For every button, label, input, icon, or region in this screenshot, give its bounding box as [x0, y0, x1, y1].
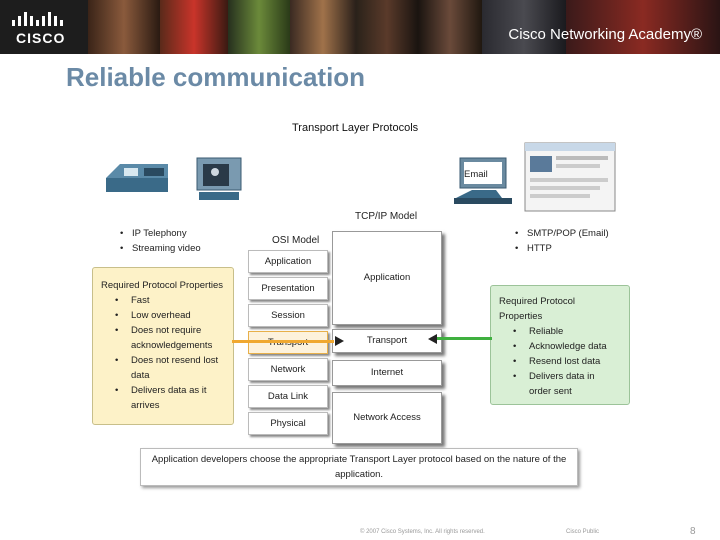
page-number: 8: [690, 526, 696, 537]
list-item: • HTTP: [513, 242, 609, 257]
list-item: • Reliable: [513, 324, 629, 339]
list-item: • Delivers data as it arrives: [115, 383, 227, 413]
arrowhead-left-icon: [428, 334, 437, 344]
list-item: • IP Telephony: [118, 227, 201, 242]
list-item: • Low overhead: [115, 308, 233, 323]
osi-layer-application: Application: [248, 250, 328, 273]
list-item: • Acknowledge data: [513, 339, 629, 354]
classification-text: Cisco Public: [566, 529, 600, 535]
cisco-logo: [8, 6, 70, 46]
osi-layer-session: Session: [248, 304, 328, 327]
tcpip-model-title: TCP/IP Model: [355, 211, 418, 222]
tcp-properties-heading: Required Protocol Properties: [499, 296, 576, 322]
web-browser-icon: [524, 142, 616, 212]
osi-layer-physical: Physical: [248, 412, 328, 435]
academy-title: Cisco Networking Academy®: [508, 26, 702, 43]
copyright-text: © 2007 Cisco Systems, Inc. All rights reserved.: [360, 529, 485, 535]
arrowhead-right-icon: [335, 336, 344, 346]
email-label: Email: [464, 169, 488, 180]
banner-photo: [418, 0, 482, 54]
list-item: • Resend lost data: [513, 354, 629, 369]
video-monitor-icon: [195, 156, 243, 202]
banner-photo: [160, 0, 228, 54]
osi-layer-data-link: Data Link: [248, 385, 328, 408]
udp-properties-box: [92, 267, 234, 425]
header-banner: [0, 0, 720, 54]
list-item: • Streaming video: [118, 242, 201, 257]
banner-photo: [290, 0, 356, 54]
ip-phone-icon: [102, 158, 172, 194]
list-item: • Does not resend lost data: [115, 353, 227, 383]
banner-photo: [88, 0, 160, 54]
list-item: • SMTP/POP (Email): [513, 227, 609, 242]
cisco-logo-text: CISCO: [16, 30, 66, 46]
left-app-list: [118, 227, 201, 256]
list-item: • Fast: [115, 293, 233, 308]
banner-photo: [356, 0, 418, 54]
email-computer-icon: [452, 154, 516, 206]
list-item: • Does not require acknowledgements: [115, 323, 227, 353]
slide-title: Reliable communication: [66, 62, 366, 92]
osi-layer-presentation: Presentation: [248, 277, 328, 300]
right-app-list: [513, 227, 609, 256]
diagram-caption: Application developers choose the appropriate Transport Layer protocol based on the nature of the application.: [140, 448, 578, 486]
tcpip-layer-network-access: Network Access: [332, 392, 442, 444]
list-item: • Delivers data in order sent: [513, 369, 613, 399]
osi-model-title: OSI Model: [272, 235, 320, 246]
osi-layer-network: Network: [248, 358, 328, 381]
diagram-title: Transport Layer Protocols: [292, 122, 419, 134]
tcp-arrow: [436, 337, 492, 340]
tcpip-layer-internet: Internet: [332, 360, 442, 386]
udp-arrow: [232, 340, 334, 343]
tcp-properties-box: [490, 285, 630, 405]
banner-photo: [228, 0, 290, 54]
tcpip-layer-application: Application: [332, 231, 442, 325]
cisco-bars-icon: [12, 8, 66, 26]
tcpip-layer-transport: Transport: [332, 329, 442, 353]
udp-properties-heading: Required Protocol Properties: [101, 280, 223, 291]
